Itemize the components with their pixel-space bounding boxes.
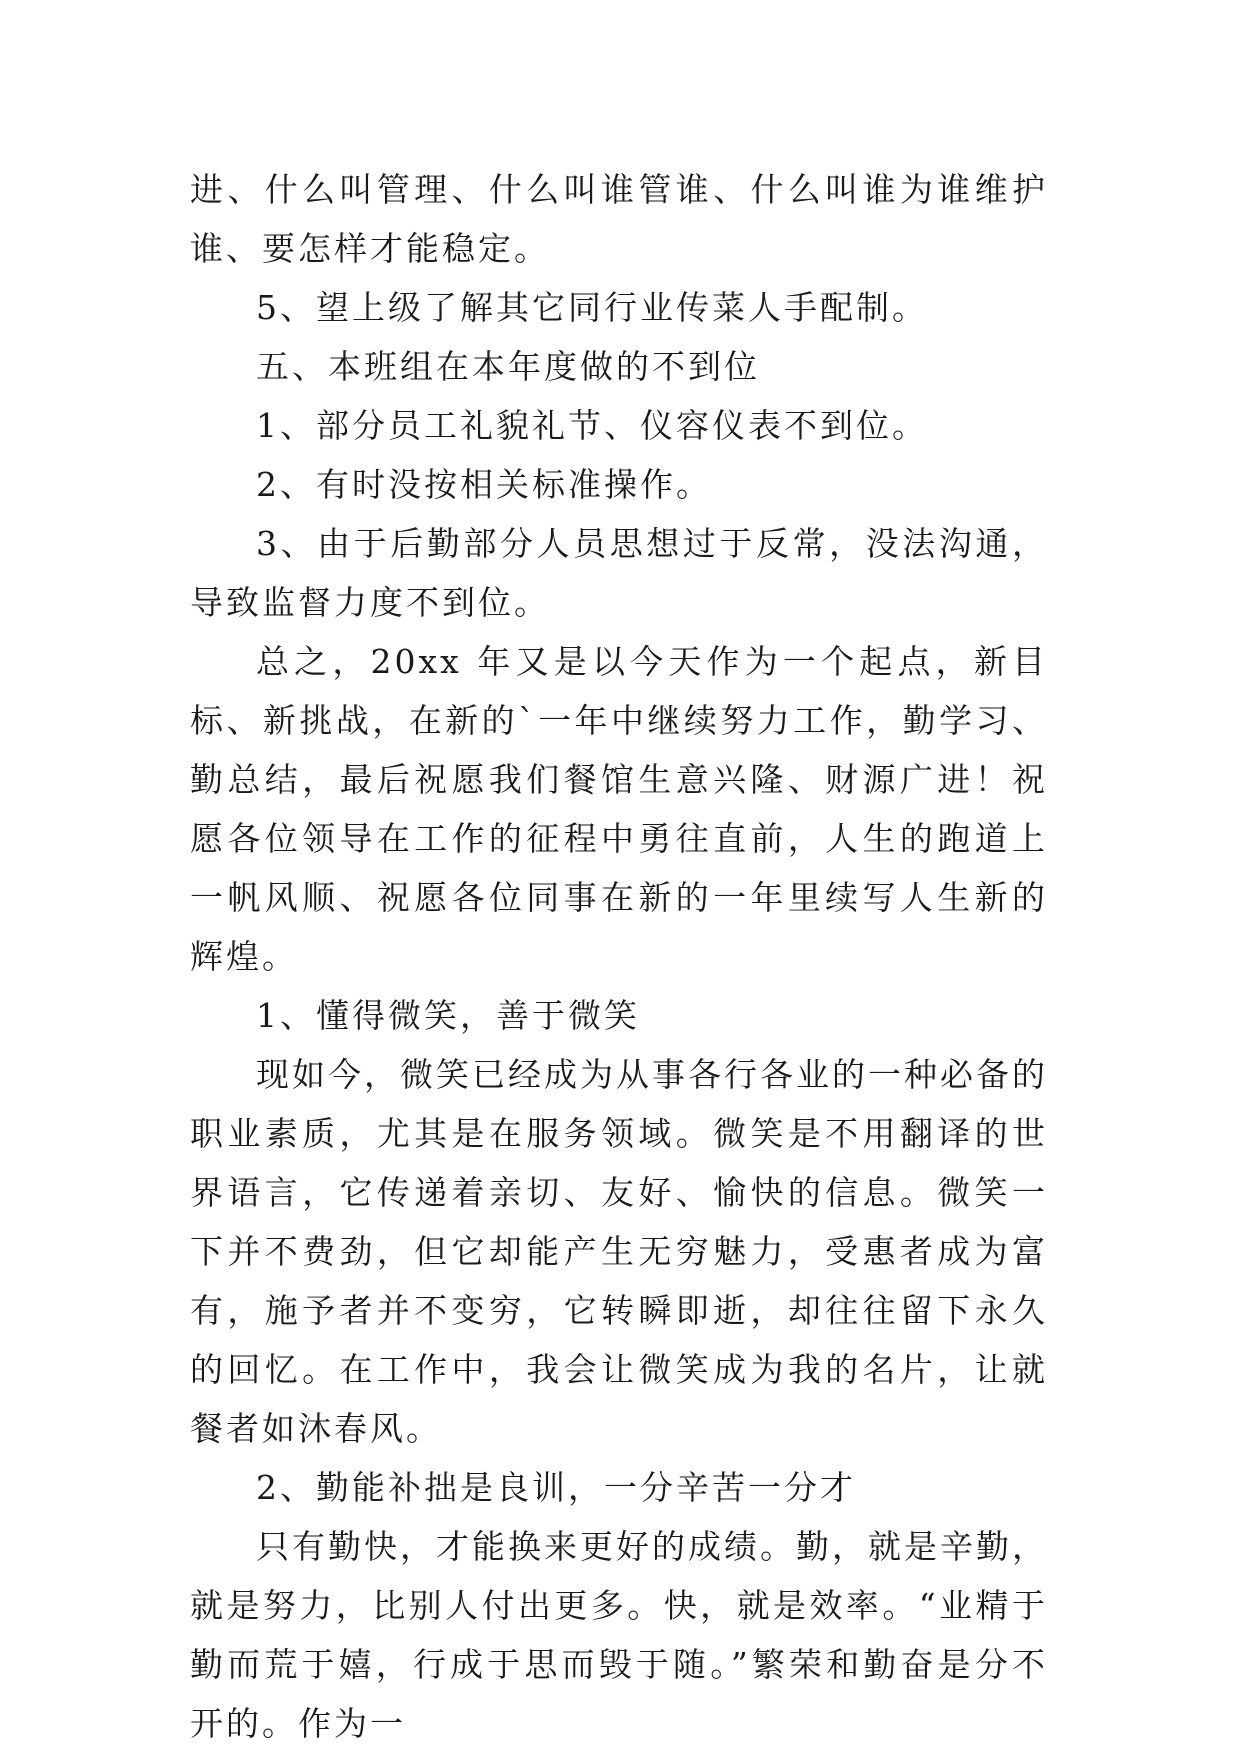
section-heading: 五、本班组在本年度做的不到位 xyxy=(256,347,760,386)
list-item-3: 3、由于后勤部分人员思想过于反常，没法沟通，导致监督力度不到位。 xyxy=(190,524,1048,622)
document-body xyxy=(190,160,1048,1753)
list-item-2: 2、有时没按相关标准操作。 xyxy=(256,465,712,504)
paragraph-1: 进、什么叫管理、什么叫谁管谁、什么叫谁为谁维护谁、要怎样才能稳定。 xyxy=(190,170,1048,268)
paragraph-2: 5、望上级了解其它同行业传菜人手配制。 xyxy=(256,288,928,327)
list-item-1: 1、部分员工礼貌礼节、仪容仪表不到位。 xyxy=(256,406,928,445)
subheading-diligence: 2、勤能补拙是良训，一分辛苦一分才 xyxy=(256,1468,856,1507)
diligence-paragraph: 只有勤快，才能换来更好的成绩。勤，就是辛勤，就是努力，比别人付出更多。快，就是效率。“业精于勤而荒于嬉，行成于思而毁于随。”繁荣和勤奋是分不开的。作为一 xyxy=(190,1527,1048,1743)
smile-paragraph: 现如今，微笑已经成为从事各行各业的一种必备的职业素质，尤其是在服务领域。微笑是不用翻译的世界语言，它传递着亲切、友好、愉快的信息。微笑一下并不费劲，但它却能产生无穷魅力，受惠者成为富有，施予者并不变穷，它转瞬即逝，却往往留下永久的回忆。在工作中，我会让微笑成为我的名片，让就餐者如沐春风。 xyxy=(190,1055,1048,1448)
summary-paragraph: 总之，20xx 年又是以今天作为一个起点，新目标、新挑战，在新的`一年中继续努力工作，勤学习、勤总结，最后祝愿我们餐馆生意兴隆、财源广进！祝愿各位领导在工作的征程中勇往直前，人生的跑道上一帆风顺、祝愿各位同事在新的一年里续写人生新的辉煌。 xyxy=(190,642,1048,976)
subheading-smile: 1、懂得微笑，善于微笑 xyxy=(256,996,640,1035)
